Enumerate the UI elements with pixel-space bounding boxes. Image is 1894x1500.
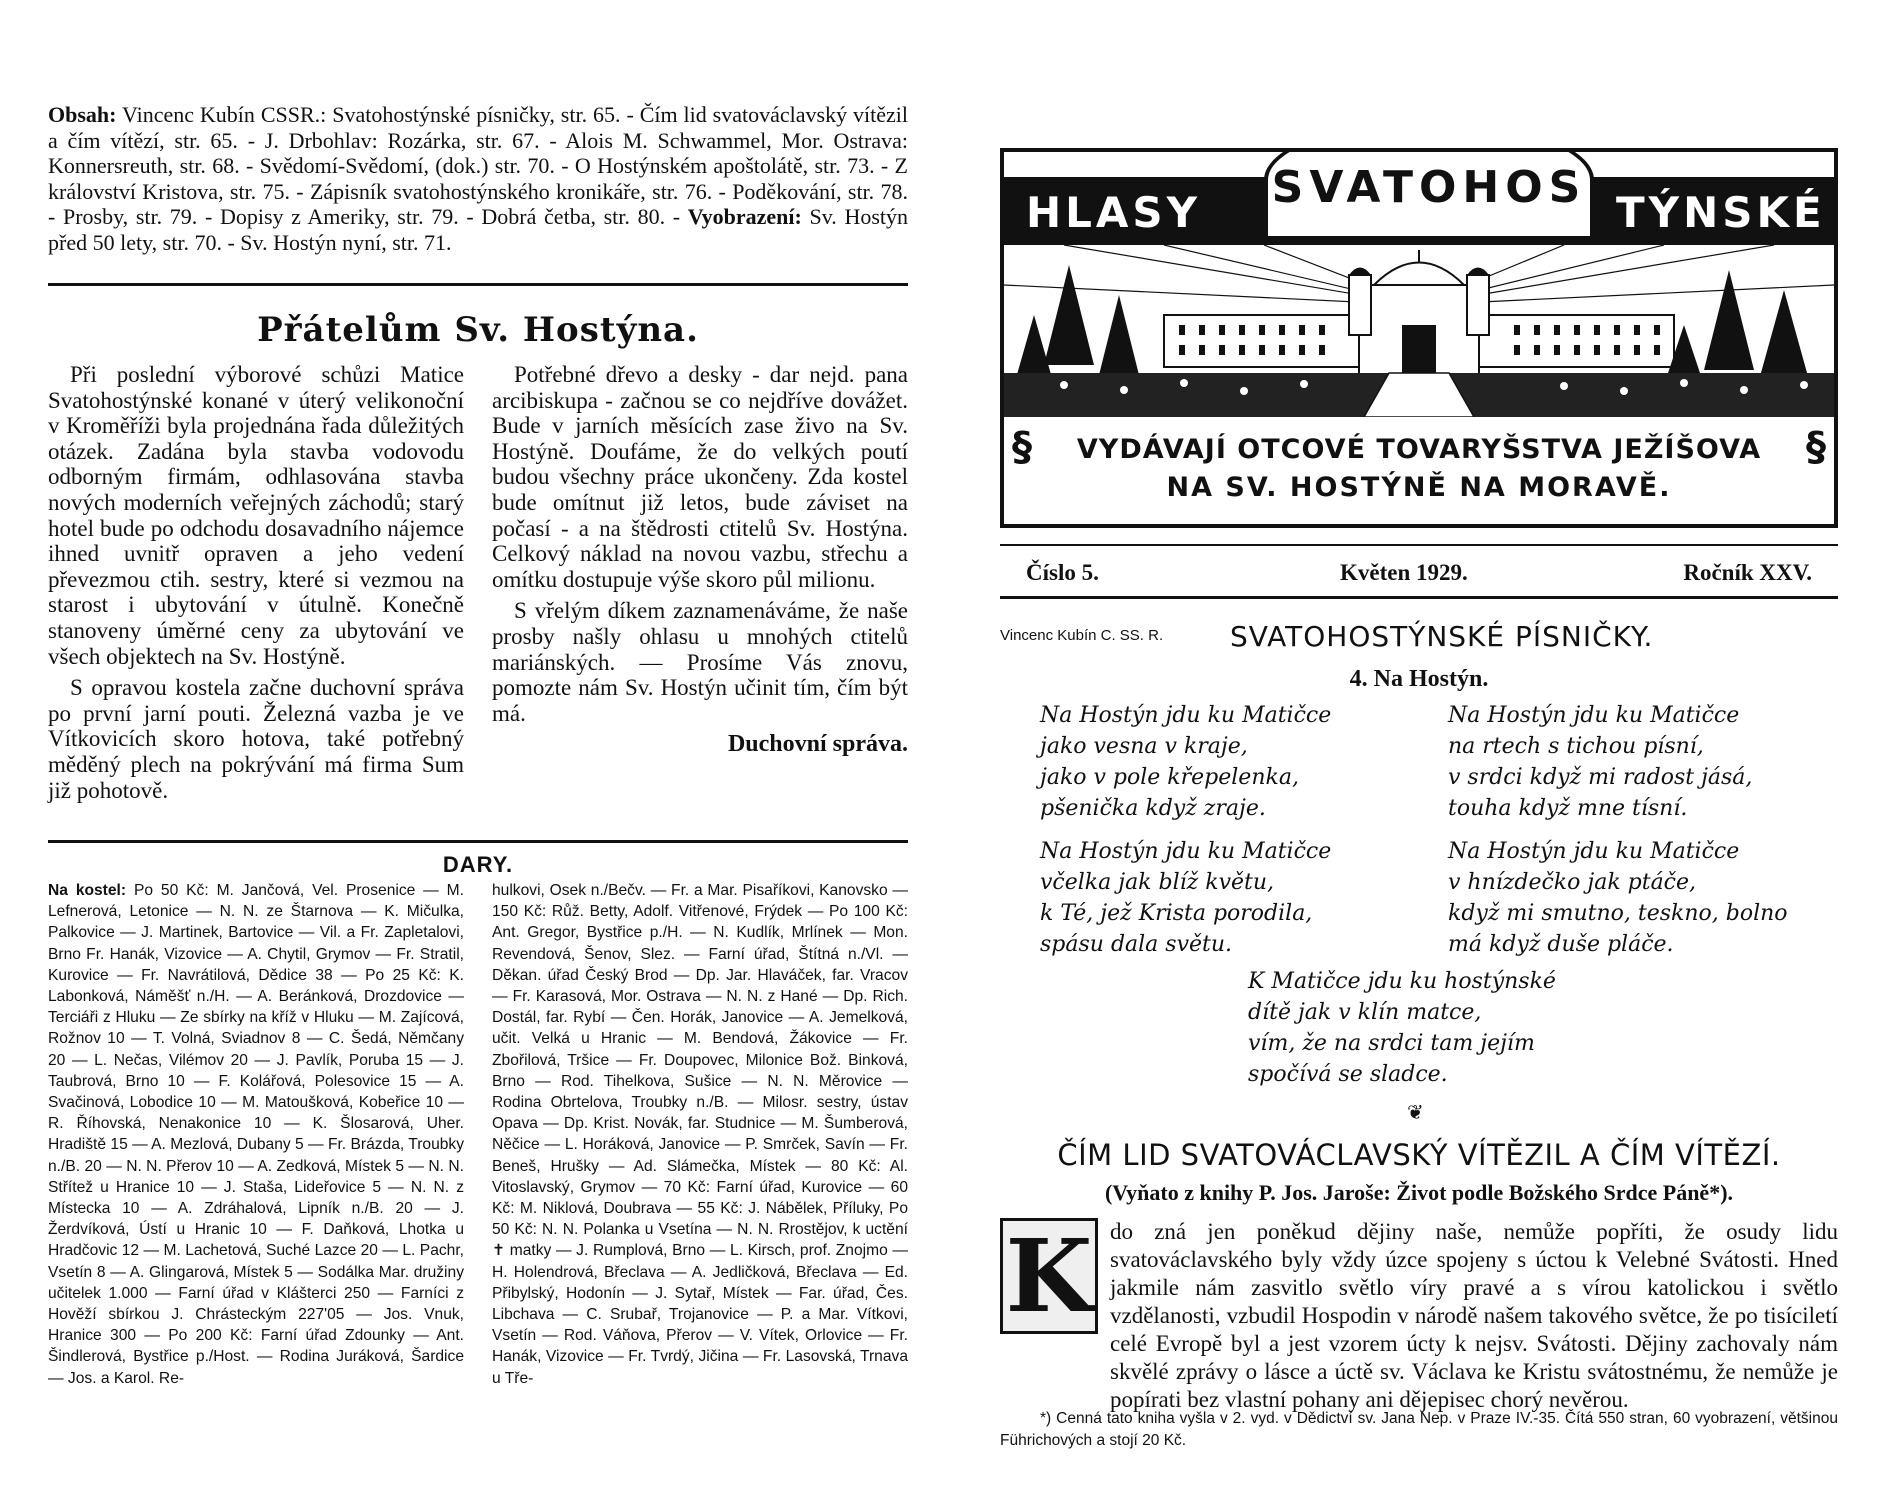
verse-line: má když duše pláče. bbox=[1448, 932, 1674, 957]
stanza-2 bbox=[1448, 700, 1752, 824]
right-page bbox=[1000, 0, 1850, 1500]
verse-line: vím, že na srdci tam jejím bbox=[1248, 1031, 1535, 1056]
verse-line: v hnízdečko jak ptáče, bbox=[1448, 870, 1697, 895]
stanza-5 bbox=[1248, 966, 1556, 1090]
footnote: *) Cenná tato kniha vyšla v 2. vyd. v Dědictví sv. Jana Nep. v Praze IV.-35. Čítá 550 stran, 60 vyobrazení, většinou Führichových a stojí 20 Kč. bbox=[1000, 1410, 1838, 1449]
verse-line: spočívá se sladce. bbox=[1248, 1062, 1448, 1087]
issue-volume: Ročník XXV. bbox=[1683, 560, 1812, 585]
verse-line: K Matičce jdu ku hostýnské bbox=[1248, 969, 1556, 994]
donations-title: DARY. bbox=[442, 852, 514, 877]
issue-number: Číslo 5. bbox=[1026, 560, 1099, 585]
verse-line: Na Hostýn jdu ku Matičce bbox=[1040, 839, 1332, 864]
divider bbox=[1000, 596, 1838, 599]
divider bbox=[48, 283, 908, 286]
left-page bbox=[48, 0, 908, 1500]
toc-label: Obsah: bbox=[48, 102, 117, 127]
donations-column-2 bbox=[492, 880, 908, 1389]
verse-line: pšenička když zraje. bbox=[1040, 796, 1266, 821]
divider bbox=[1000, 544, 1838, 546]
masthead-word-left: HLASY bbox=[1026, 188, 1202, 237]
verse-line: dítě jak v klín matce, bbox=[1248, 1000, 1482, 1025]
paragraph: S vřelým díkem zaznamenáváme, že naše prosby našly ohlasu u mnohých ctitelů mariánských. — Prosíme Vás znovu, pomozte nám Sv. Hostýn učinit tím, čím být má. bbox=[492, 598, 908, 726]
donations-text: hulkovi, Osek n./Bečv. — Fr. a Mar. Pisaříkovi, Kanovsko — 150 Kč: Růž. Betty, Adolf. Vitřenové, Frýdek — Po 100 Kč: Ant. Gregor, Bystřice p./H. — N. Kudlík, Mrlínek — Mon. Revendová, Šenov, Slez. — Farní úřad, Štítná n./Vl. — Děkan. úřad Český Brod — Dp. Jar. Hlaváček, far. Vracov — Fr. Karasová, Mor. Ostrava — N. N. z Hané — Dp. Rich. Dostál, far. Rybí — Čen. Horák, Janovice — A. Jemelková, učit. Velká u Hranic — M. Bendová, Žákovice — Fr. Zbořilová, Tršice — Fr. Doupovec, Milonice Bož. Binková, Brno — Rod. Tihelkova, Sušice — N. N. Měrovice — Rodina Obrtelova, Troubky n./B. — Milosr. sestry, ústav Opava — Dp. Krist. Novák, far. Studnice — M. Šumberová, Něčice — L. Horáková, Janovice — P. Smrček, Savín — Fr. Beneš, Hrušky — Ad. Slámečka, Místek — 80 Kč: Al. Vitoslavský, Grymov — 70 Kč: Farní úřad, Kurovice — 60 Kč: M. Niklová, Doubrava — 55 Kč: J. Nábělek, Příluky, Po 50 Kč: N. N. Polanka u Vsetína — N. N. Rrostějov, k uctění ✝ matky — J. Rumplová, Brno — L. Kirsch, prof. Znojmo — H. Holendrová, Břeclava — A. Jedličková, Břeclava — Ed. Přibylský, Hodonín — J. Sytař, Místek — Far. úřad, Čes. Libchava — C. Srubař, Trojanovice — P. a Mar. Vítkovi, Vsetín — Rod. Váňova, Přerov — V. Vítek, Orlovice — Fr. Hanák, Vizovice — Fr. Tvrdý, Jičina — Fr. Lasovská, Trnava u Tře- bbox=[492, 882, 908, 1387]
verse-line: včelka jak blíž květu, bbox=[1040, 870, 1275, 895]
masthead-subtitle-2: NA SV. HOSTÝNĚ NA MORAVĚ. bbox=[1166, 472, 1672, 503]
article-2-title: ČÍM LID SVATOVÁCLAVSKÝ VÍTĚZIL A ČÍM VÍTĚZÍ. bbox=[1057, 1138, 1781, 1172]
sanctuary-illustration bbox=[1004, 245, 1834, 417]
verse-line: k Té, jež Krista porodila, bbox=[1040, 901, 1313, 926]
verse-line: na rtech s tichou písní, bbox=[1448, 734, 1704, 759]
toc-illustrations-text: Sv. Hostýn před 50 lety, str. 70. - Sv. Hostýn nyní, str. 71. bbox=[48, 204, 909, 255]
article-column-2 bbox=[492, 362, 908, 758]
masthead bbox=[1000, 148, 1838, 528]
stanza-4 bbox=[1448, 836, 1788, 960]
divider bbox=[48, 840, 908, 843]
author: Vincenc Kubín C. SS. R. bbox=[1000, 627, 1164, 644]
fleuron-icon: ❦ bbox=[1407, 1102, 1424, 1124]
masthead-subtitle-1: VYDÁVAJÍ OTCOVÉ TOVARYŠSTVA JEŽÍŠOVA bbox=[1076, 434, 1762, 465]
song-title: SVATOHOSTÝNSKÉ PÍSNIČKY. bbox=[1230, 620, 1654, 653]
drop-cap: K bbox=[1000, 1218, 1098, 1334]
verse-line: Na Hostýn jdu ku Matičce bbox=[1040, 703, 1332, 728]
paragraph: Potřebné dřevo a desky - dar nejd. pana arcibiskupa - začnou se co nejdříve dovážet. Bude v jarních měsících zase živo na Sv. Hostýně. Doufáme, že do velkých poutí budou všechny práce ukončeny. Zda kostel bude omítnut již letos, bude záviset na počasí - a na štědrosti ctitelů Sv. Hostýna. Celkový náklad na novou vazbu, střechu a omítku dostupuje výše skoro půl milionu. bbox=[492, 362, 908, 592]
donations-text: Po 50 Kč: M. Jančová, Vel. Prosenice — M. Lefnerová, Letonice — N. N. ze Štarnova — K. Mičulka, Palkovice — J. Martinek, Bartovice — Vil. a Fr. Zapletalovi, Brno Fr. Hanák, Vizovice — A. Chytil, Grymov — Fr. Stratil, Kurovice — Fr. Navrátilová, Dědice 38 — Po 25 Kč: K. Labonková, Náměšť n./H. — A. Beránková, Drozdovice — Terciáři z Hluku — Ze sbírky na kříž v Hluku — M. Zajícová, Rožnov 10 — T. Volná, Sviadnov 8 — C. Šedá, Němčany 20 — L. Nečas, Vilémov 20 — J. Pavlík, Poruba 15 — J. Taubrová, Brno 10 — F. Kolářová, Polesovice 15 — A. Svačinová, Lobodice 10 — M. Matoušková, Kobeřice 10 — R. Říhovská, Nenakonice 10 — K. Šlosarová, Uher. Hradiště 15 — A. Mezlová, Dubany 5 — Fr. Brázda, Troubky n./B. 20 — N. N. Přerov 10 — A. Zedková, Místek 5 — N. N. Střítež u Hranice 10 — J. Staša, Lideřovice 5 — N. N. z Místecka 10 — A. Zdráhalová, Lipník n./B. 20 — J. Žerdvíková, Ústí u Hranic 10 — F. Daňková, Lhotka u Hradčovic 12 — M. Lachetová, Suché Lazce 20 — L. Pachr, Vsetín 8 — A. Glingarová, Místek 5 — Sodálka Mar. družiny učitelek 1.000 — Farní úřad v Klášterci 250 — Farníci z Hověží sbírkou J. Chrásteckým 227'05 — Jos. Vnuk, Hranice 300 — Po 200 Kč: Farní úřad Zdounky — Ant. Šindlerová, Bystřice p./Host. — Rodina Juráková, Šardice — Jos. a Karol. Re- bbox=[48, 882, 465, 1387]
article-title: Přátelům Sv. Hostýna. bbox=[257, 310, 699, 350]
verse-line: Na Hostýn jdu ku Matičce bbox=[1448, 703, 1740, 728]
article-column-1 bbox=[48, 362, 464, 809]
ornament-right-icon: § bbox=[1806, 424, 1826, 470]
table-of-contents bbox=[48, 102, 908, 255]
article-2-paragraph: do zná jen poněkud dějiny naše, nemůže popříti, že osudy lidu svatováclavského byly vždy úzce spojeny s úctou k Velebné Svátosti. Hned jakmile nám zasvitlo světlo víry pravé a s vírou katolickou i světlo vzdělanosti, vzbudil Hospodin v národě našem takového světce, že po tisíciletí celé Evropě byl a jest vzorem úcty k nejsv. Svátosti. Dějiny zachovaly nám skvělé zprávy o lásce a úctě sv. Václava ke Kristu svátostnému, že nemůže je popírati bez vlastní pohany ani dějepisec chorý nevěrou. bbox=[1110, 1219, 1838, 1412]
issue-date: Květen 1929. bbox=[1340, 560, 1468, 585]
donations-lead: Na kostel: bbox=[48, 882, 127, 899]
article-2-body bbox=[1000, 1218, 1838, 1414]
verse-line: Na Hostýn jdu ku Matičce bbox=[1448, 839, 1740, 864]
paragraph: S opravou kostela začne duchovní správa po první jarní pouti. Železná vazba je ve Vítkovicích skoro hotova, také potřebný měděný plech na pokrývání má firma Sum již pohotově. bbox=[48, 675, 464, 803]
donations-column-1 bbox=[48, 880, 464, 1389]
verse-line: spásu dala světu. bbox=[1040, 932, 1233, 957]
paragraph: Při poslední výborové schůzi Matice Svatohostýnské konané v úterý velikonoční v Kroměříži byla projednána řada důležitých otázek. Zadána byla stavba vodovodu odborným firmám, odhlasována stavba nových moderních veřejných záchodů; starý hotel bude po odchodu dosavadního nájemce ihned uvnitř opraven a jeho vedení převezmou ctih. sestry, které si vezmou na starost i ubytování v útulně. Konečně stanoveny úměrné ceny za ubytování ve všech objektech na Sv. Hostýně. bbox=[48, 362, 464, 669]
masthead-arc: SVATOHOS bbox=[1264, 148, 1594, 240]
song-subtitle: 4. Na Hostýn. bbox=[1349, 666, 1489, 692]
signature: Duchovní správa. bbox=[727, 731, 908, 758]
masthead-word-right: TÝNSKÉ bbox=[1616, 188, 1826, 237]
verse-line: v srdci když mi radost jásá, bbox=[1448, 765, 1753, 790]
ornament-left-icon: § bbox=[1012, 424, 1032, 470]
stanza-3 bbox=[1040, 836, 1331, 960]
toc-illustrations-label: Vyobrazení: bbox=[687, 204, 802, 229]
verse-line: když mi smutno, teskno, bolno bbox=[1448, 901, 1788, 926]
verse-line: touha když mne tísní. bbox=[1448, 796, 1688, 821]
verse-line: jako vesna v kraje, bbox=[1040, 734, 1248, 759]
article-2-subtitle: (Vyňato z knihy P. Jos. Jaroše: Život podle Božského Srdce Páně*). bbox=[1104, 1180, 1734, 1205]
toc-text: Vincenc Kubín CSSR.: Svatohostýnské písničky, str. 65. - Čím lid svatováclavský vítězil a čím vítězí, str. 65. - J. Drbohlav: Rozárka, str. 67. - Alois M. Schwammel, Mor. Ostrava: Konnersreuth, str. 68. - Svědomí-Svědomí, (dok.) str. 70. - O Hostýnském apoštolátě, str. 73. - Z království Kristova, str. 75. - Zápisník svatohostýnského kronikáře, str. 76. - Poděkování, str. 78. - Prosby, str. 79. - Dopisy z Ameriky, str. 79. - Dobrá četba, str. 80. - bbox=[48, 102, 908, 229]
verse-line: jako v pole křepelenka, bbox=[1040, 765, 1299, 790]
stanza-1 bbox=[1040, 700, 1331, 824]
